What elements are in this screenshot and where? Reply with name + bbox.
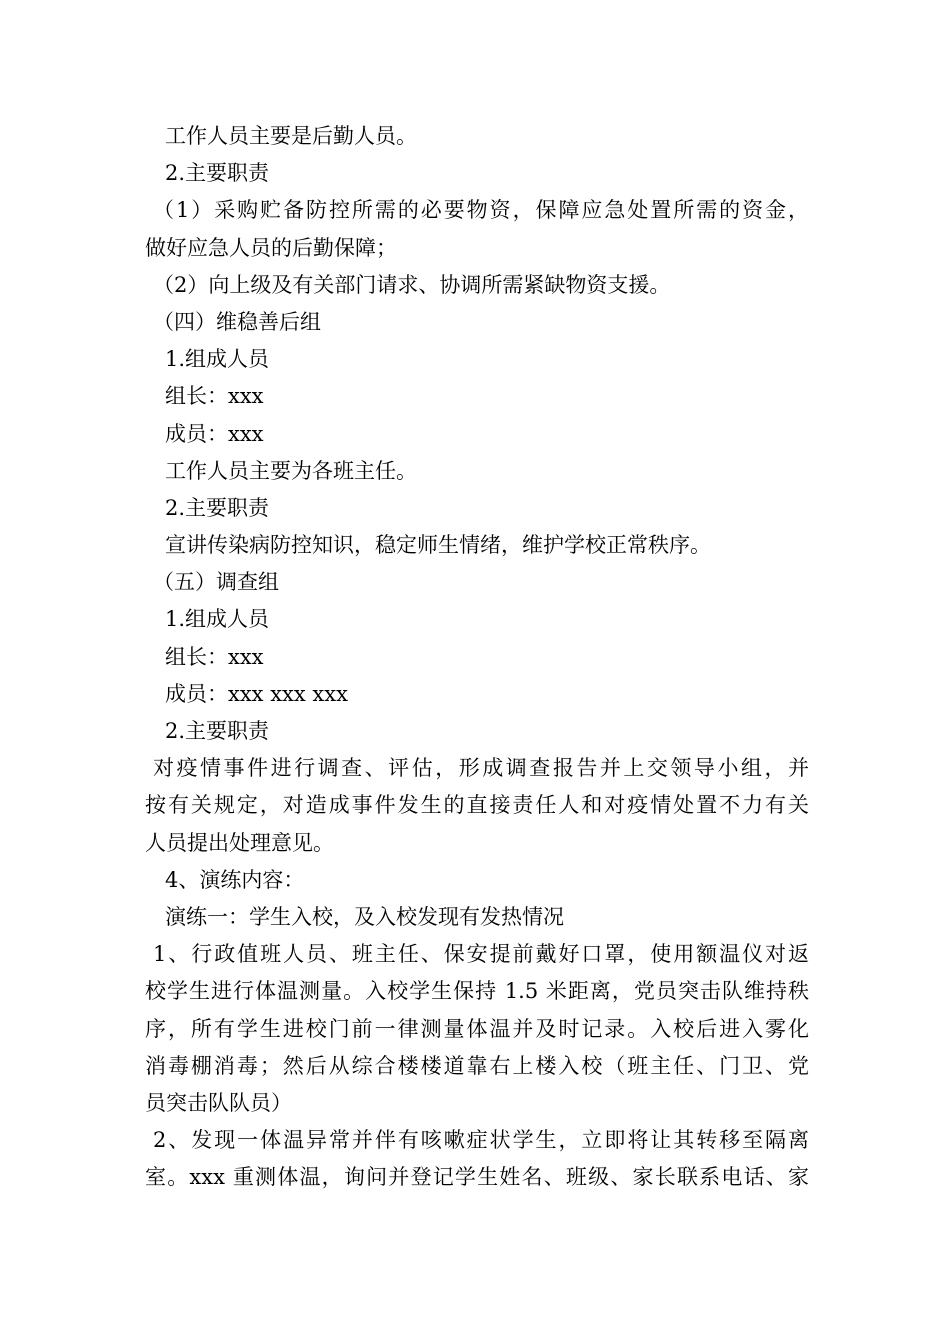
section-heading: 2.主要职责 (165, 719, 270, 743)
paragraph-line: 成员：xxx (165, 421, 264, 446)
paragraph-line: 员突击队队员） (145, 1090, 292, 1115)
paragraph-line: 做好应急人员的后勤保障； (145, 235, 397, 260)
section-heading: 4、演练内容： (165, 867, 305, 892)
paragraph-line: 人员提出处理意见。 (145, 830, 334, 855)
paragraph-line: 成员：xxx xxx xxx (165, 681, 348, 706)
paragraph-line: 2、发现一体温异常并伴有咳嗽症状学生，立即将让其转移至隔离 (153, 1128, 809, 1153)
paragraph-line: 演练一：学生入校，及入校发现有发热情况 (165, 904, 564, 929)
paragraph-line: 组长：xxx (165, 644, 264, 669)
paragraph-line: （1）采购贮备防控所需的必要物资，保障应急处置所需的资金， (153, 198, 809, 223)
section-heading: 2.主要职责 (165, 161, 270, 186)
paragraph-line: 1、行政值班人员、班主任、保安提前戴好口罩，使用额温仪对返 (153, 942, 809, 967)
paragraph-line: 按有关规定，对造成事件发生的直接责任人和对疫情处置不力有关 (145, 793, 809, 818)
paragraph-line: 工作人员主要为各班主任。 (165, 458, 417, 483)
section-heading: 1.组成人员 (165, 607, 270, 632)
document-body (145, 118, 809, 1196)
paragraph-line: 对疫情事件进行调查、评估，形成调查报告并上交领导小组，并 (153, 756, 809, 781)
paragraph-line: 宣讲传染病防控知识，稳定师生情绪，维护学校正常秩序。 (165, 533, 711, 558)
paragraph-line: （2）向上级及有关部门请求、协调所需紧缺物资支援。 (153, 272, 671, 297)
paragraph-line: 序，所有学生进校门前一律测量体温并及时记录。入校后进入雾化 (145, 1016, 809, 1041)
section-heading: 1.组成人员 (165, 347, 270, 372)
paragraph-line: 室。xxx 重测体温，询问并登记学生姓名、班级、家长联系电话、家 (145, 1165, 809, 1190)
paragraph-line: 校学生进行体温测量。入校学生保持 1.5 米距离，党员突击队维持秩 (145, 979, 809, 1004)
section-heading: 2.主要职责 (165, 495, 270, 520)
paragraph-line: 组长：xxx (165, 384, 264, 409)
group-heading: （四）维稳善后组 (153, 309, 321, 334)
paragraph-line: 消毒棚消毒；然后从综合楼楼道靠右上楼入校（班主任、门卫、党 (145, 1053, 809, 1078)
paragraph-line: 工作人员主要是后勤人员。 (165, 124, 417, 148)
group-heading: （五）调查组 (153, 570, 279, 595)
